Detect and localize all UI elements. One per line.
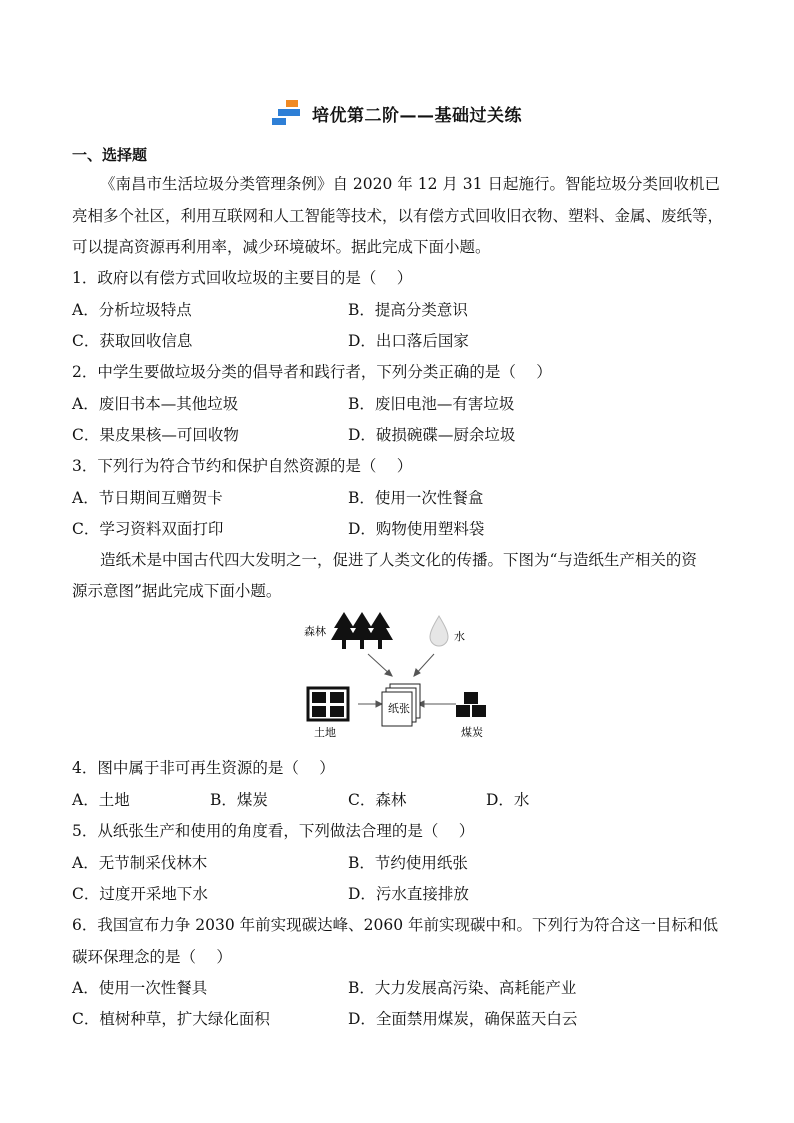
question-5-option-c[interactable]: C．过度开采地下水 xyxy=(72,885,208,903)
question-2-stem: 2．中学生要做垃圾分类的倡导者和践行者，下列分类正确的是（ ） xyxy=(72,363,552,381)
question-5-stem: 5．从纸张生产和使用的角度看，下列做法合理的是（ ） xyxy=(72,822,475,840)
question-5-option-a[interactable]: A．无节制采伐林木 xyxy=(72,854,208,872)
question-5-option-b[interactable]: B．节约使用纸张 xyxy=(348,854,468,872)
page-header xyxy=(0,100,794,130)
question-3-stem: 3．下列行为符合节约和保护自然资源的是（ ） xyxy=(72,457,413,475)
coal-label: 煤炭 xyxy=(461,726,483,739)
question-3-option-c[interactable]: C．学习资料双面打印 xyxy=(72,520,224,538)
land-grid-icon xyxy=(308,688,348,720)
water-label: 水 xyxy=(454,630,465,643)
question-6-stem-line2: 碳环保理念的是（ ） xyxy=(72,948,232,966)
question-4-option-a[interactable]: A．土地 xyxy=(72,791,130,809)
passage1-line3: 可以提高资源再利用率，减少环境破坏。据此完成下面小题。 xyxy=(72,238,491,256)
papermaking-resource-diagram xyxy=(296,604,496,742)
question-4-option-b[interactable]: B．煤炭 xyxy=(210,791,268,809)
question-6-option-a[interactable]: A．使用一次性餐具 xyxy=(72,979,208,997)
water-drop-icon xyxy=(430,616,448,646)
question-2-option-a[interactable]: A．废旧书本—其他垃圾 xyxy=(72,395,239,413)
question-2-option-b[interactable]: B．废旧电池—有害垃圾 xyxy=(348,395,515,413)
passage1-line2: 亮相多个社区，利用互联网和人工智能等技术，以有偿方式回收旧衣物、塑料、金属、废纸等， xyxy=(72,207,724,225)
forest-label: 森林 xyxy=(304,625,326,638)
question-6-option-b[interactable]: B．大力发展高污染、高耗能产业 xyxy=(348,979,577,997)
section-heading: 一、选择题 xyxy=(72,146,148,164)
question-1-option-b[interactable]: B．提高分类意识 xyxy=(348,301,468,319)
question-1-option-d[interactable]: D．出口落后国家 xyxy=(348,332,469,350)
passage2-line2: 源示意图”据此完成下面小题。 xyxy=(72,582,282,600)
paper-label: 纸张 xyxy=(388,702,410,715)
logo-icon xyxy=(272,100,304,126)
question-2-option-d[interactable]: D．破损碗碟—厨余垃圾 xyxy=(348,426,516,444)
question-5-option-d[interactable]: D．污水直接排放 xyxy=(348,885,469,903)
question-4-stem: 4．图中属于非可再生资源的是（ ） xyxy=(72,759,335,777)
question-6-stem-line1: 6．我国宣布力争 2030 年前实现碳达峰、2060 年前实现碳中和。下列行为符合这一目标和低 xyxy=(72,916,719,934)
question-3-option-a[interactable]: A．节日期间互赠贺卡 xyxy=(72,489,223,507)
question-3-option-b[interactable]: B．使用一次性餐盒 xyxy=(348,489,484,507)
coal-icon xyxy=(456,692,486,717)
passage1-line1: 《南昌市生活垃圾分类管理条例》自 2020 年 12 月 31 日起施行。智能垃圾分类回收机已 xyxy=(100,175,720,193)
question-1-option-a[interactable]: A．分析垃圾特点 xyxy=(72,301,192,319)
passage2-line1: 造纸术是中国古代四大发明之一，促进了人类文化的传播。下图为“与造纸生产相关的资 xyxy=(100,551,697,569)
question-2-option-c[interactable]: C．果皮果核—可回收物 xyxy=(72,426,239,444)
question-1-stem: 1．政府以有偿方式回收垃圾的主要目的是（ ） xyxy=(72,269,413,287)
question-1-option-c[interactable]: C．获取回收信息 xyxy=(72,332,193,350)
question-4-option-d[interactable]: D．水 xyxy=(486,791,530,809)
question-6-option-d[interactable]: D．全面禁用煤炭，确保蓝天白云 xyxy=(348,1010,578,1028)
question-4-option-c[interactable]: C．森林 xyxy=(348,791,407,809)
question-3-option-d[interactable]: D．购物使用塑料袋 xyxy=(348,520,485,538)
question-6-option-c[interactable]: C．植树种草，扩大绿化面积 xyxy=(72,1010,270,1028)
land-label: 土地 xyxy=(314,726,336,739)
forest-icon xyxy=(331,612,393,649)
page-title: 培优第二阶——基础过关练 xyxy=(312,105,522,126)
